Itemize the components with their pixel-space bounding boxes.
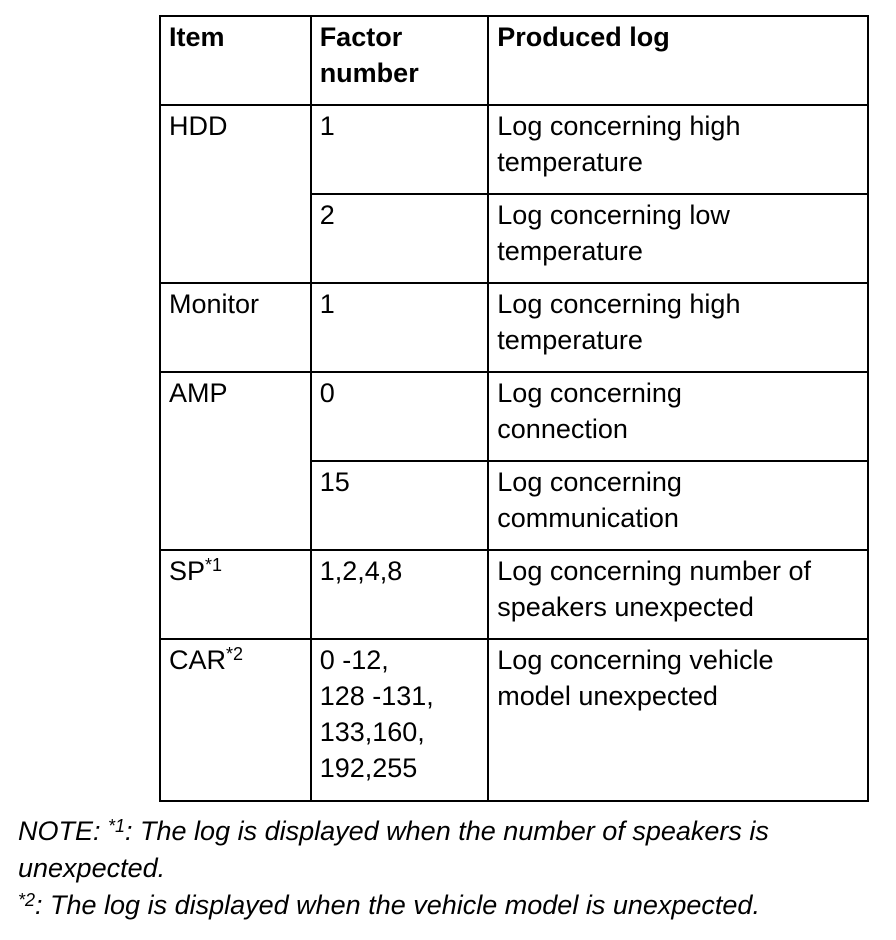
cell-log: Log concerning connection xyxy=(488,372,868,461)
footnote-1: NOTE: $^{*1}$: The log is displayed when the number of speakers is xyxy=(18,816,769,846)
footnote-mark: *1 xyxy=(205,555,223,575)
cell-item-sp: SP$^{*1}$ xyxy=(160,550,311,639)
cell-factor: 2 xyxy=(311,194,489,283)
cell-item-hdd: HDD xyxy=(160,105,311,283)
cell-item-car: CAR$^{*2}$ xyxy=(160,639,311,801)
cell-item-monitor: Monitor xyxy=(160,283,311,372)
table-row xyxy=(160,550,868,639)
cell-factor: 0 xyxy=(311,372,489,461)
table-row xyxy=(160,105,868,194)
table-row xyxy=(160,639,868,801)
cell-item-amp: AMP xyxy=(160,372,311,550)
header-item: Item xyxy=(160,16,311,105)
cell-log: Log concerning communication xyxy=(488,461,868,550)
cell-factor: 0 -12, 128 -131, 133,160, 192,255 xyxy=(311,639,489,801)
log-table xyxy=(159,15,869,802)
footnote-1-continued: unexpected. xyxy=(18,853,166,883)
cell-log: Log concerning high temperature xyxy=(488,105,868,194)
header-produced-log: Produced log xyxy=(488,16,868,105)
cell-factor: 1 xyxy=(311,283,489,372)
cell-factor: 1,2,4,8 xyxy=(311,550,489,639)
header-factor-number: Factor number xyxy=(311,16,489,105)
cell-factor: 15 xyxy=(311,461,489,550)
footnote-2: $^{*2}$: The log is displayed when the vehicle model is unexpected. xyxy=(18,890,760,920)
cell-log: Log concerning low temperature xyxy=(488,194,868,283)
table-row xyxy=(160,372,868,461)
footnotes xyxy=(18,813,888,924)
cell-log: Log concerning vehicle model unexpected xyxy=(488,639,868,801)
table-row xyxy=(160,283,868,372)
cell-factor: 1 xyxy=(311,105,489,194)
footnote-mark: *2 xyxy=(226,644,244,664)
cell-log: Log concerning number of speakers unexpected xyxy=(488,550,868,639)
table-header-row xyxy=(160,16,868,105)
cell-log: Log concerning high temperature xyxy=(488,283,868,372)
